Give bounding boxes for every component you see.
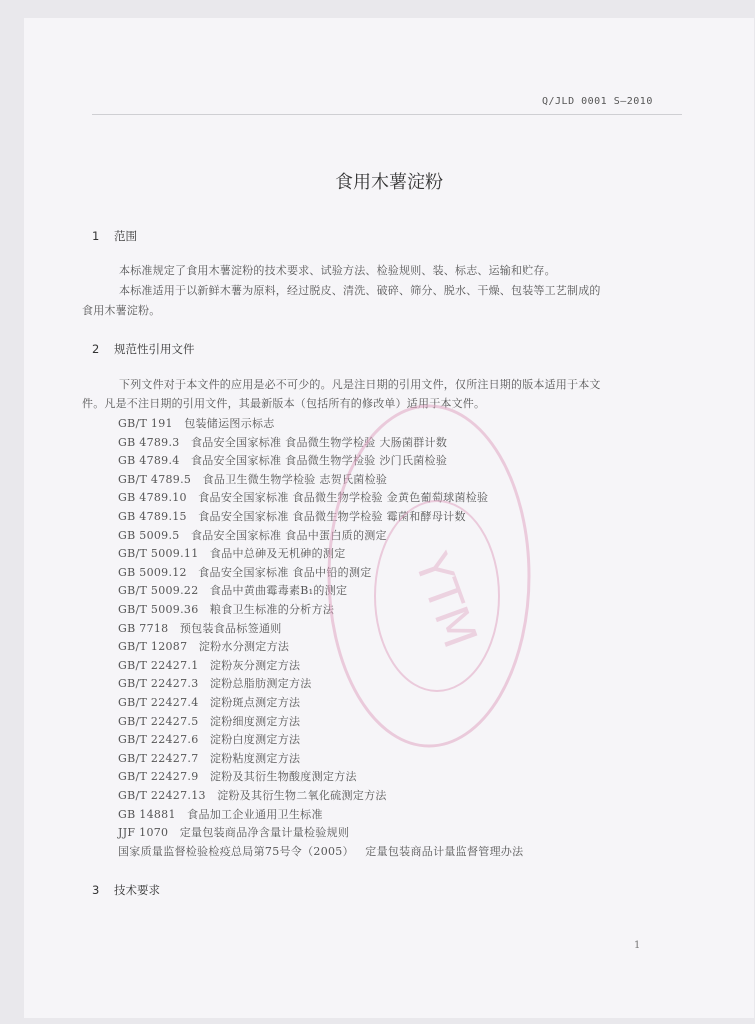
reference-separator <box>187 566 198 579</box>
reference-separator <box>199 770 210 783</box>
reference-separator <box>199 677 210 690</box>
reference-code: GB 4789.4 <box>118 454 180 468</box>
reference-title: 食品安全国家标准 食品中蛋白质的测定 <box>190 528 387 542</box>
reference-separator <box>180 436 191 449</box>
reference-separator <box>199 603 210 616</box>
reference-separator <box>199 733 210 746</box>
reference-title: 定量包装商品计量监督管理办法 <box>365 844 524 858</box>
reference-item <box>118 657 300 673</box>
reference-title: 粮食卫生标准的分析方法 <box>209 603 335 616</box>
reference-title: 食品加工企业通用卫生标准 <box>187 807 323 821</box>
reference-separator <box>187 640 198 653</box>
reference-title: 淀粉斑点测定方法 <box>209 696 301 709</box>
reference-title: 食品安全国家标准 食品微生物学检验 大肠菌群计数 <box>190 435 448 449</box>
stamp-lettering: YTM <box>404 546 488 655</box>
reference-code: GB 4789.10 <box>118 491 187 505</box>
reference-item <box>118 694 300 710</box>
reference-separator <box>173 417 184 430</box>
section-1-heading <box>92 228 137 244</box>
reference-title: 食品安全国家标准 食品微生物学检验 霉菌和酵母计数 <box>198 510 466 523</box>
reference-item <box>118 843 523 859</box>
reference-separator <box>168 826 179 839</box>
reference-item <box>118 638 289 654</box>
reference-code: GB 7718 <box>118 621 169 635</box>
section-3-heading <box>92 882 160 898</box>
reference-item <box>118 545 346 561</box>
reference-item <box>118 787 387 803</box>
reference-separator <box>191 473 202 486</box>
reference-item <box>118 675 312 691</box>
reference-title: 淀粉水分测定方法 <box>198 640 290 654</box>
reference-code: GB/T 5009.36 <box>118 603 199 616</box>
page-number: 1 <box>634 940 641 951</box>
reference-item <box>118 713 300 729</box>
reference-title: 预包装食品标签通则 <box>179 621 282 635</box>
reference-title: 淀粉灰分测定方法 <box>209 658 301 672</box>
reference-separator <box>199 696 210 709</box>
reference-code: GB/T 22427.7 <box>118 751 199 765</box>
document-page <box>24 18 754 1018</box>
reference-separator <box>354 845 365 858</box>
reference-item <box>118 415 275 431</box>
reference-code: GB/T 22427.3 <box>118 677 199 691</box>
reference-item <box>118 731 300 747</box>
reference-title: 淀粉及其衍生物二氧化硫测定方法 <box>217 789 387 802</box>
reference-code: GB/T 191 <box>118 417 173 430</box>
reference-item <box>118 582 347 598</box>
reference-code: GB/T 22427.6 <box>118 733 199 747</box>
section-number: 2 <box>92 342 100 356</box>
reference-title: 淀粉粘度测定方法 <box>209 751 301 765</box>
reference-item <box>118 824 349 840</box>
section-title: 规范性引用文件 <box>114 342 195 356</box>
paragraph: 下列文件对于本文件的应用是必不可少的。凡是注日期的引用文件，仅所注日期的版本适用于本文 <box>119 378 601 391</box>
reference-code: GB/T 4789.5 <box>118 472 192 486</box>
reference-title: 淀粉白度测定方法 <box>209 733 301 747</box>
reference-code: GB/T 5009.11 <box>118 547 199 561</box>
reference-separator <box>180 454 191 467</box>
reference-title: 定量包装商品净含量计量检验规则 <box>179 826 350 840</box>
reference-title: 淀粉细度测定方法 <box>209 714 301 728</box>
reference-code: 国家质量监督检验检疫总局第75号令（2005） <box>118 844 354 858</box>
reference-code: GB/T 22427.4 <box>118 696 199 709</box>
reference-item <box>118 806 323 822</box>
reference-separator <box>199 659 210 672</box>
reference-code: GB 4789.15 <box>118 510 187 523</box>
reference-separator <box>199 752 210 765</box>
reference-separator <box>176 808 187 821</box>
reference-title: 食品卫生微生物学检验 志贺氏菌检验 <box>202 472 388 486</box>
section-number: 3 <box>92 883 100 897</box>
reference-item <box>118 620 282 636</box>
reference-title: 淀粉总脂肪测定方法 <box>209 677 312 691</box>
reference-separator <box>199 547 210 560</box>
paragraph: 本标准适用于以新鲜木薯为原料，经过脱皮、清洗、破碎、筛分、脱水、干燥、包装等工艺制成的 <box>119 284 601 297</box>
paragraph: 件。凡是不注日期的引用文件，其最新版本（包括所有的修改单）适用于本文件。 <box>82 397 486 410</box>
reference-separator <box>199 584 210 597</box>
document-title: 食用木薯淀粉 <box>335 172 443 193</box>
section-number: 1 <box>92 229 100 243</box>
paragraph: 本标准规定了食用木薯淀粉的技术要求、试验方法、检验规则、装、标志、运输和贮存。 <box>119 264 556 277</box>
section-title: 范围 <box>114 229 137 243</box>
reference-separator <box>199 715 210 728</box>
header-rule <box>92 114 682 115</box>
reference-separator <box>168 622 179 635</box>
reference-separator <box>180 529 191 542</box>
reference-item <box>118 601 334 617</box>
reference-code: GB/T 22427.1 <box>118 658 199 672</box>
reference-code: GB/T 5009.22 <box>118 584 199 598</box>
reference-code: GB 14881 <box>118 807 176 821</box>
reference-title: 包装储运图示标志 <box>184 417 275 430</box>
reference-separator <box>187 491 198 504</box>
reference-code: GB 5009.12 <box>118 565 187 579</box>
reference-code: GB/T 22427.13 <box>118 789 206 802</box>
reference-item <box>118 750 300 766</box>
reference-code: JJF 1070 <box>118 826 169 840</box>
standard-code: Q/JLD 0001 S—2010 <box>542 96 653 107</box>
reference-item <box>118 768 357 784</box>
reference-separator <box>187 510 198 523</box>
reference-title: 食品安全国家标准 食品中铅的测定 <box>198 565 372 579</box>
reference-title: 淀粉及其衍生物酸度测定方法 <box>209 770 357 784</box>
section-2-heading <box>92 341 195 357</box>
section-title: 技术要求 <box>114 883 160 897</box>
reference-code: GB/T 22427.5 <box>118 714 199 728</box>
reference-code: GB/T 12087 <box>118 640 188 654</box>
reference-title: 食品中总砷及无机砷的测定 <box>209 547 346 561</box>
reference-title: 食品中黄曲霉毒素B₁的测定 <box>209 584 348 598</box>
company-seal-stamp <box>319 396 539 756</box>
reference-title: 食品安全国家标准 食品微生物学检验 金黄色葡萄球菌检验 <box>198 491 489 505</box>
paragraph: 食用木薯淀粉。 <box>82 304 161 317</box>
reference-code: GB 4789.3 <box>118 435 180 449</box>
reference-code: GB/T 22427.9 <box>118 770 199 784</box>
reference-separator <box>206 789 217 802</box>
reference-title: 食品安全国家标准 食品微生物学检验 沙门氏菌检验 <box>190 454 448 468</box>
reference-code: GB 5009.5 <box>118 528 180 542</box>
